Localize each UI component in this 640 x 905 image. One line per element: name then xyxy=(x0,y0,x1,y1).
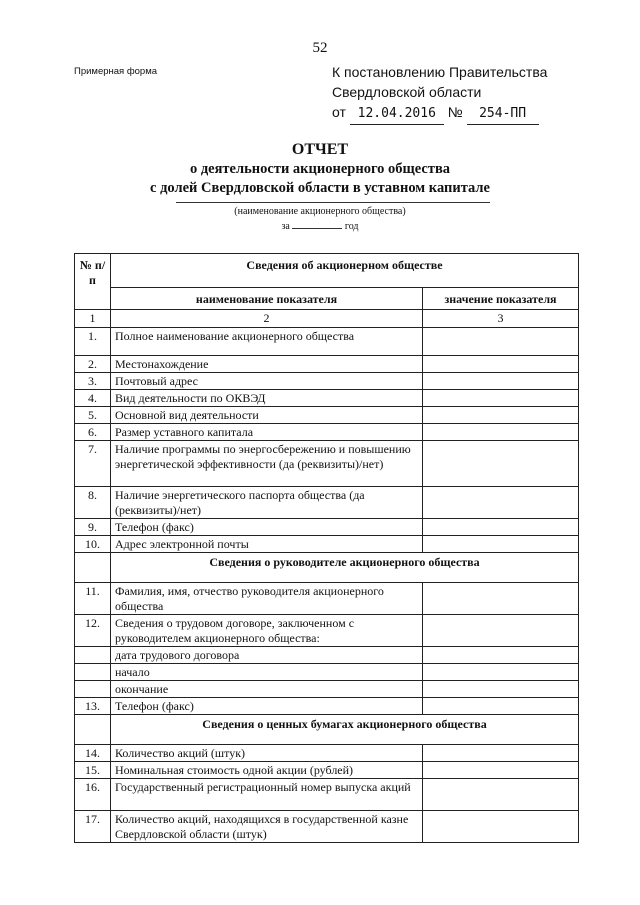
row-indicator-value[interactable] xyxy=(423,373,579,390)
period-line xyxy=(0,219,640,232)
row-indicator-name: Количество акций (штук) xyxy=(111,745,423,762)
column-index-1: 1 xyxy=(75,310,111,328)
approval-block xyxy=(332,62,547,125)
row-indicator-value[interactable] xyxy=(423,779,579,811)
row-indicator-value[interactable] xyxy=(423,698,579,715)
row-indicator-value[interactable] xyxy=(423,536,579,553)
table-row xyxy=(75,424,579,441)
report-subtitle-2: с долей Свердловской области в уставном капитале xyxy=(150,180,490,196)
row-number: 8. xyxy=(75,487,111,519)
table-row xyxy=(75,373,579,390)
row-indicator-value[interactable] xyxy=(423,811,579,843)
table-row xyxy=(75,328,579,356)
table-row xyxy=(75,762,579,779)
column-index-3: 3 xyxy=(423,310,579,328)
approval-date-line xyxy=(332,102,547,125)
period-prefix: за xyxy=(281,221,290,232)
section-row xyxy=(75,553,579,583)
report-title-block xyxy=(0,140,640,198)
group-header: Сведения об акционерном обществе xyxy=(111,254,579,288)
row-number: 11. xyxy=(75,583,111,615)
row-number: 2. xyxy=(75,356,111,373)
table-row xyxy=(75,536,579,553)
row-indicator-name: начало xyxy=(111,664,423,681)
column-name-header: наименование показателя xyxy=(111,288,423,310)
table-row xyxy=(75,487,579,519)
period-suffix: год xyxy=(344,221,359,232)
row-indicator-name: Количество акций, находящихся в государственной казне Свердловской области (штук) xyxy=(111,811,423,843)
row-indicator-name: Адрес электронной почты xyxy=(111,536,423,553)
section-row-number xyxy=(75,715,111,745)
row-indicator-value[interactable] xyxy=(423,519,579,536)
row-indicator-value[interactable] xyxy=(423,647,579,664)
row-number xyxy=(75,664,111,681)
row-number: 10. xyxy=(75,536,111,553)
row-number: 15. xyxy=(75,762,111,779)
row-indicator-name: Почтовый адрес xyxy=(111,373,423,390)
table-row xyxy=(75,647,579,664)
row-indicator-value[interactable] xyxy=(423,681,579,698)
report-title: ОТЧЕТ xyxy=(291,141,349,158)
row-indicator-name: Фамилия, имя, отчество руководителя акционерного общества xyxy=(111,583,423,615)
row-number: 7. xyxy=(75,441,111,487)
approval-number-label: № xyxy=(447,104,463,120)
report-subtitle-1: о деятельности акционерного общества xyxy=(189,161,451,177)
row-number: 3. xyxy=(75,373,111,390)
row-indicator-name: Наличие энергетического паспорта общества (да (реквизиты)/нет) xyxy=(111,487,423,519)
table-row xyxy=(75,745,579,762)
table-row xyxy=(75,356,579,373)
row-indicator-value[interactable] xyxy=(423,328,579,356)
column-value-header: значение показателя xyxy=(423,288,579,310)
table-row xyxy=(75,615,579,647)
column-number-header: № п/п xyxy=(75,254,111,310)
row-number: 1. xyxy=(75,328,111,356)
row-indicator-value[interactable] xyxy=(423,664,579,681)
sample-form-label: Примерная форма xyxy=(74,66,158,77)
row-indicator-value[interactable] xyxy=(423,745,579,762)
row-indicator-value[interactable] xyxy=(423,615,579,647)
table-row xyxy=(75,811,579,843)
approval-date: 12.04.2016 xyxy=(350,104,444,125)
row-number: 5. xyxy=(75,407,111,424)
row-indicator-name: Местонахождение xyxy=(111,356,423,373)
row-indicator-name: Телефон (факс) xyxy=(111,519,423,536)
organization-name-caption: (наименование акционерного общества) xyxy=(234,206,406,217)
organization-name-line xyxy=(176,202,490,203)
report-table xyxy=(74,253,579,843)
row-number: 12. xyxy=(75,615,111,647)
approval-from-label: от xyxy=(332,104,346,120)
row-indicator-name: Полное наименование акционерного общества xyxy=(111,328,423,356)
period-blank xyxy=(292,219,342,229)
table-row xyxy=(75,407,579,424)
row-indicator-name: дата трудового договора xyxy=(111,647,423,664)
approval-number: 254-ПП xyxy=(467,104,539,125)
column-index-2: 2 xyxy=(111,310,423,328)
table-row xyxy=(75,698,579,715)
row-indicator-value[interactable] xyxy=(423,487,579,519)
row-indicator-value[interactable] xyxy=(423,424,579,441)
row-number: 17. xyxy=(75,811,111,843)
row-number: 6. xyxy=(75,424,111,441)
row-number: 4. xyxy=(75,390,111,407)
row-indicator-value[interactable] xyxy=(423,407,579,424)
row-indicator-name: Сведения о трудовом договоре, заключенном с руководителем акционерного общества: xyxy=(111,615,423,647)
row-number: 16. xyxy=(75,779,111,811)
section-row-number xyxy=(75,553,111,583)
row-number: 13. xyxy=(75,698,111,715)
row-indicator-name: Государственный регистрационный номер выпуска акций xyxy=(111,779,423,811)
table-row xyxy=(75,681,579,698)
approval-line-1: К постановлению Правительства xyxy=(332,64,548,80)
row-indicator-value[interactable] xyxy=(423,583,579,615)
row-indicator-name: Размер уставного капитала xyxy=(111,424,423,441)
row-number: 9. xyxy=(75,519,111,536)
row-indicator-name: Вид деятельности по ОКВЭД xyxy=(111,390,423,407)
section-header: Сведения о ценных бумагах акционерного общества xyxy=(111,715,579,745)
row-indicator-name: Телефон (факс) xyxy=(111,698,423,715)
row-indicator-value[interactable] xyxy=(423,390,579,407)
row-indicator-value[interactable] xyxy=(423,441,579,487)
section-header: Сведения о руководителе акционерного общества xyxy=(111,553,579,583)
row-number xyxy=(75,647,111,664)
table-row xyxy=(75,390,579,407)
table-row xyxy=(75,519,579,536)
table-row xyxy=(75,441,579,487)
row-indicator-value[interactable] xyxy=(423,356,579,373)
row-indicator-name: Наличие программы по энергосбережению и повышению энергетической эффективности (да (реквизиты)/нет) xyxy=(111,441,423,487)
table-row xyxy=(75,583,579,615)
approval-line-2: Свердловской области xyxy=(332,84,482,100)
table-row xyxy=(75,664,579,681)
row-indicator-value[interactable] xyxy=(423,762,579,779)
row-indicator-name: Основной вид деятельности xyxy=(111,407,423,424)
page-number: 52 xyxy=(312,40,328,56)
row-indicator-name: окончание xyxy=(111,681,423,698)
row-indicator-name: Номинальная стоимость одной акции (рублей) xyxy=(111,762,423,779)
row-number xyxy=(75,681,111,698)
section-row xyxy=(75,715,579,745)
row-number: 14. xyxy=(75,745,111,762)
table-row xyxy=(75,779,579,811)
